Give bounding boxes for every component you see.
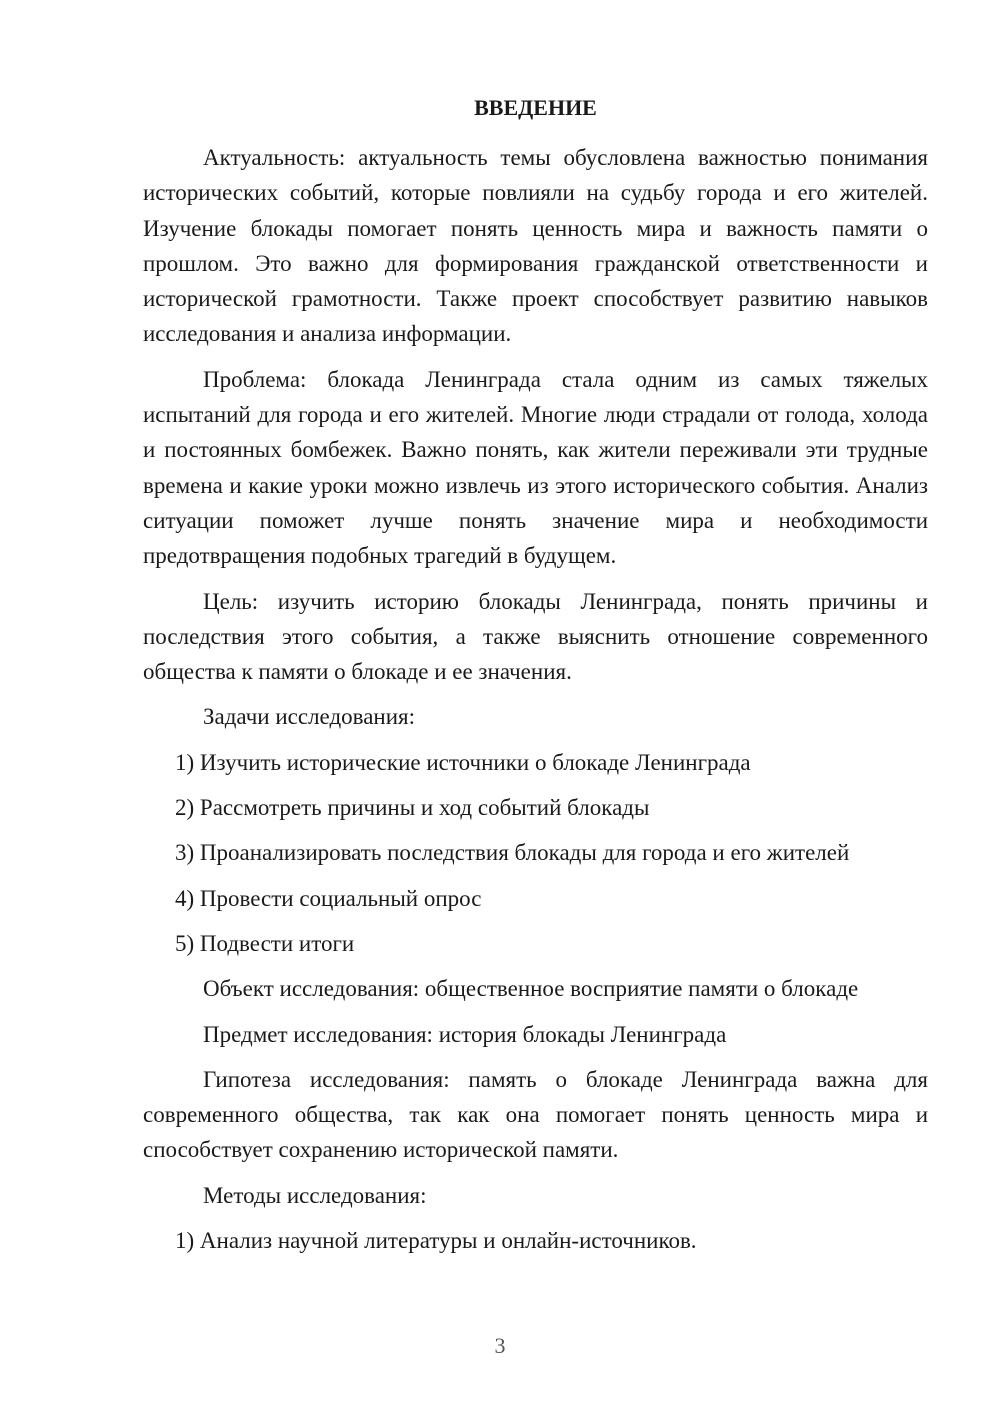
tasks-heading: Задачи исследования: bbox=[203, 704, 416, 730]
page-number: 3 bbox=[494, 1333, 506, 1358]
method-item-1: 1) Анализ научной литературы и онлайн-источников. bbox=[175, 1228, 697, 1254]
task-item-4: 4) Провести социальный опрос bbox=[175, 885, 482, 911]
document-page bbox=[143, 92, 928, 1268]
methods-heading: Методы исследования: bbox=[203, 1182, 427, 1208]
task-item-1: 1) Изучить исторические источники о блокаде Ленинграда bbox=[175, 749, 751, 775]
research-subject: Предмет исследования: история блокады Ленинграда bbox=[203, 1021, 727, 1047]
task-item-3: 3) Проанализировать последствия блокады для города и его жителей bbox=[175, 840, 850, 866]
section-title: ВВЕДЕНИЕ bbox=[474, 95, 597, 120]
problem-paragraph: Проблема: блокада Ленинграда стала одним из самых тяжелых испытаний для города и его жителей. Многие люди страдали от голода, холода и постоянных бомбежек. Важно понять, как жители переживали эти трудные времена и какие уроки можно извлечь из этого исторического события. Анализ ситуации поможет лучше понять значение мира и необходимости предотвращения подобных трагедий в будущем. bbox=[143, 366, 928, 569]
goal-paragraph: Цель: изучить историю блокады Ленинграда, понять причины и последствия этого события, а также выяснить отношение современного общества к памяти о блокаде и ее значения. bbox=[143, 588, 928, 685]
hypothesis-paragraph: Гипотеза исследования: память о блокаде Ленинграда важна для современного общества, так как она помогает понять ценность мира и способствует сохранению исторической памяти. bbox=[143, 1066, 928, 1163]
task-item-5: 5) Подвести итоги bbox=[175, 930, 355, 956]
task-item-2: 2) Рассмотреть причины и ход событий блокады bbox=[175, 795, 650, 821]
research-object: Объект исследования: общественное восприятие памяти о блокаде bbox=[203, 976, 859, 1002]
relevance-paragraph: Актуальность: актуальность темы обусловлена важностью понимания исторических событий, которые повлияли на судьбу города и его жителей. Изучение блокады помогает понять ценность мира и важность памяти о прошлом. Это важно для формирования гражданской ответственности и исторической грамотности. Также проект способствует развитию навыков исследования и анализа информации. bbox=[143, 145, 928, 347]
